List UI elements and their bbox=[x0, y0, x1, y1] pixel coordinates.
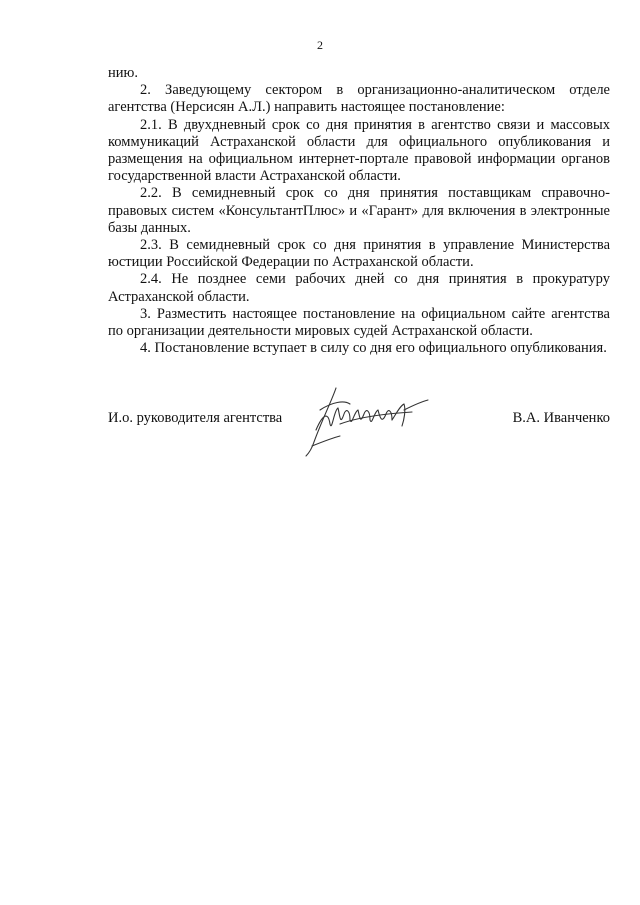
paragraph-continuation: нию. bbox=[108, 65, 138, 81]
document-body bbox=[108, 65, 610, 357]
paragraph-item-2-3: 2.3. В семидневный срок со дня принятия в управление Министерства юстиции Российской Федерации по Астраханской области. bbox=[108, 237, 610, 271]
paragraph-item-4: 4. Постановление вступает в силу со дня его официального опубликования. bbox=[140, 340, 607, 357]
paragraph-item-2-4: 2.4. Не позднее семи рабочих дней со дня принятия в прокуратуру Астраханской области. bbox=[108, 271, 610, 305]
page-number: 2 bbox=[317, 38, 323, 52]
handwritten-signature bbox=[292, 380, 452, 460]
paragraph-item-2: 2. Заведующему сектором в организационно-аналитическом отделе агентства (Нерсисян А.Л.) направить настоящее постановление: bbox=[108, 82, 610, 116]
signatory-role: И.о. руководителя агентства bbox=[108, 410, 283, 426]
paragraph-item-3: 3. Разместить настоящее постановление на официальном сайте агентства по организации деятельности мировых судей Астраханской области. bbox=[108, 305, 610, 340]
paragraph-item-2-1: 2.1. В двухдневный срок со дня принятия в агентство связи и массовых коммуникаций Астраханской области для официального опубликования и размещения на официальном интернет-портале правовой информации органов государственной власти Астраханской области. bbox=[108, 116, 610, 185]
signatory-name: В.А. Иванченко bbox=[512, 410, 610, 426]
paragraph-item-2-2: 2.2. В семидневный срок со дня принятия поставщикам справочно-правовых систем «КонсультантПлюс» и «Гарант» для включения в электронные базы данных. bbox=[108, 185, 610, 236]
